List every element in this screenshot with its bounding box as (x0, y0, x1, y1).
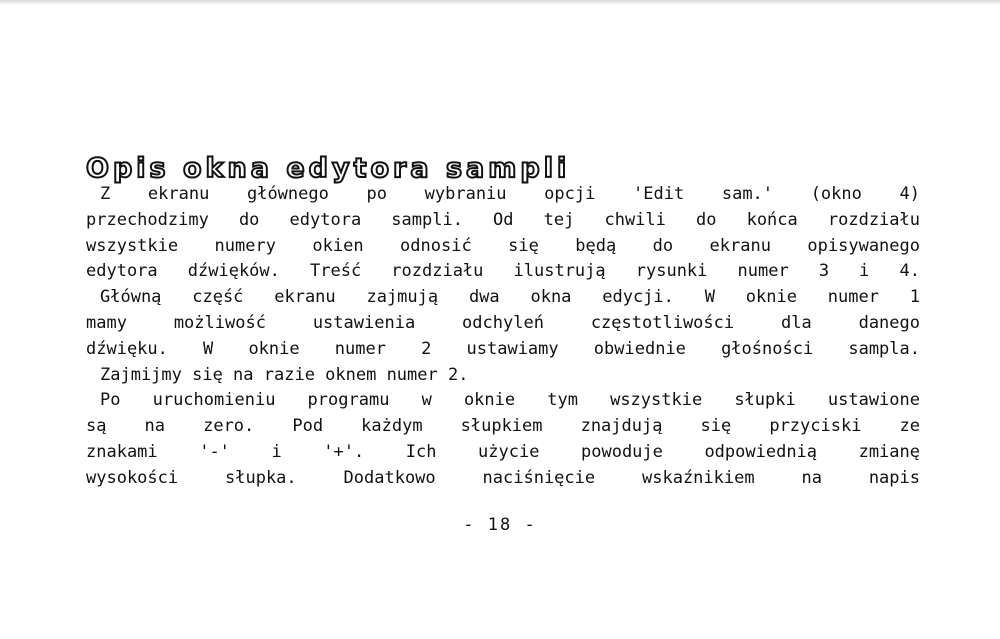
text-line: znakami '-' i '+'. Ich użycie powoduje odpowiednią zmianę (86, 441, 920, 462)
text-line: Po uruchomieniu programu w oknie tym wszystkie słupki ustawione (100, 390, 920, 411)
text-line: są na zero. Pod każdym słupkiem znajdują się przyciski ze (86, 416, 920, 437)
text-line: przechodzimy do edytora sampli. Od tej chwili do końca rozdziału (86, 209, 920, 230)
page-number (0, 515, 1000, 535)
text-line: wszystkie numery okien odnosić się będą do ekranu opisywanego (86, 235, 920, 256)
text-line: edytora dźwięków. Treść rozdziału ilustrują rysunki numer 3 i 4. (86, 261, 920, 282)
text-line: Zajmijmy się na razie oknem numer 2. (100, 364, 469, 385)
text-line: mamy możliwość ustawienia odchyleń częstotliwości dla danego (86, 312, 920, 333)
section-title: Opis okna edytora sampli (86, 153, 571, 184)
text-line: Z ekranu głównego po wybraniu opcji 'Edit sam.' (okno 4) (100, 184, 920, 204)
text-line: wysokości słupka. Dodatkowo naciśnięcie wskaźnikiem na napis (86, 467, 920, 488)
page-number-text: - 18 - (463, 515, 537, 535)
page-top-edge (0, 0, 1000, 5)
text-line: dźwięku. W oknie numer 2 ustawiamy obwiednie głośności sampla. (86, 338, 920, 359)
text-line: Główną część ekranu zajmują dwa okna edycji. W oknie numer 1 (100, 287, 920, 308)
body-text (86, 182, 920, 492)
